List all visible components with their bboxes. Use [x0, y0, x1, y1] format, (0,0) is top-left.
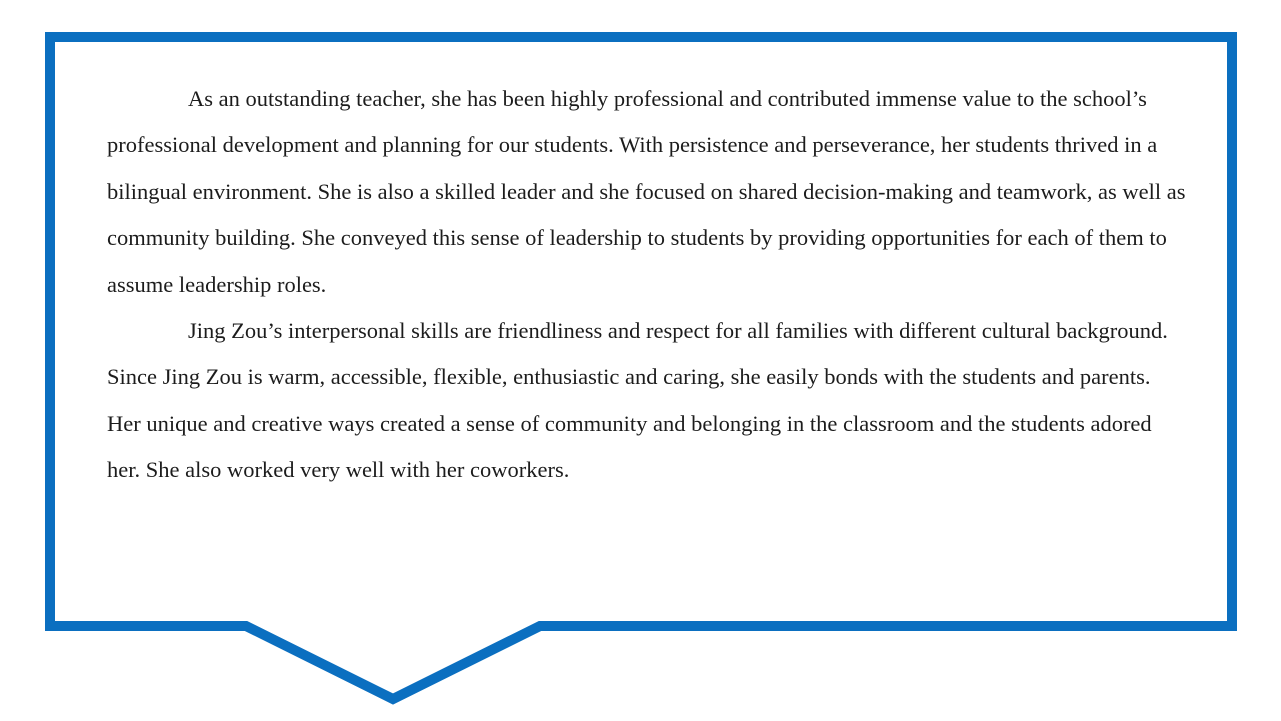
letter-excerpt	[107, 76, 1187, 494]
paragraph-teaching-leadership: As an outstanding teacher, she has been highly professional and contributed immense value to the school’s professional development and planning for our students. With persistence and perseverance, her students thrived in a bilingual environment. She is also a skilled leader and she focused on shared decision-making and teamwork, as well as community building. She conveyed this sense of leadership to students by providing opportunities for each of them to assume leadership roles.	[107, 86, 1186, 297]
paragraph-interpersonal-skills: Jing Zou’s interpersonal skills are friendliness and respect for all families with different cultural background. Since Jing Zou is warm, accessible, flexible, enthusiastic and caring, she easily bonds with the students and parents. Her unique and creative ways created a sense of community and belonging in the classroom and the students adored her. She also worked very well with her coworkers.	[107, 318, 1168, 483]
